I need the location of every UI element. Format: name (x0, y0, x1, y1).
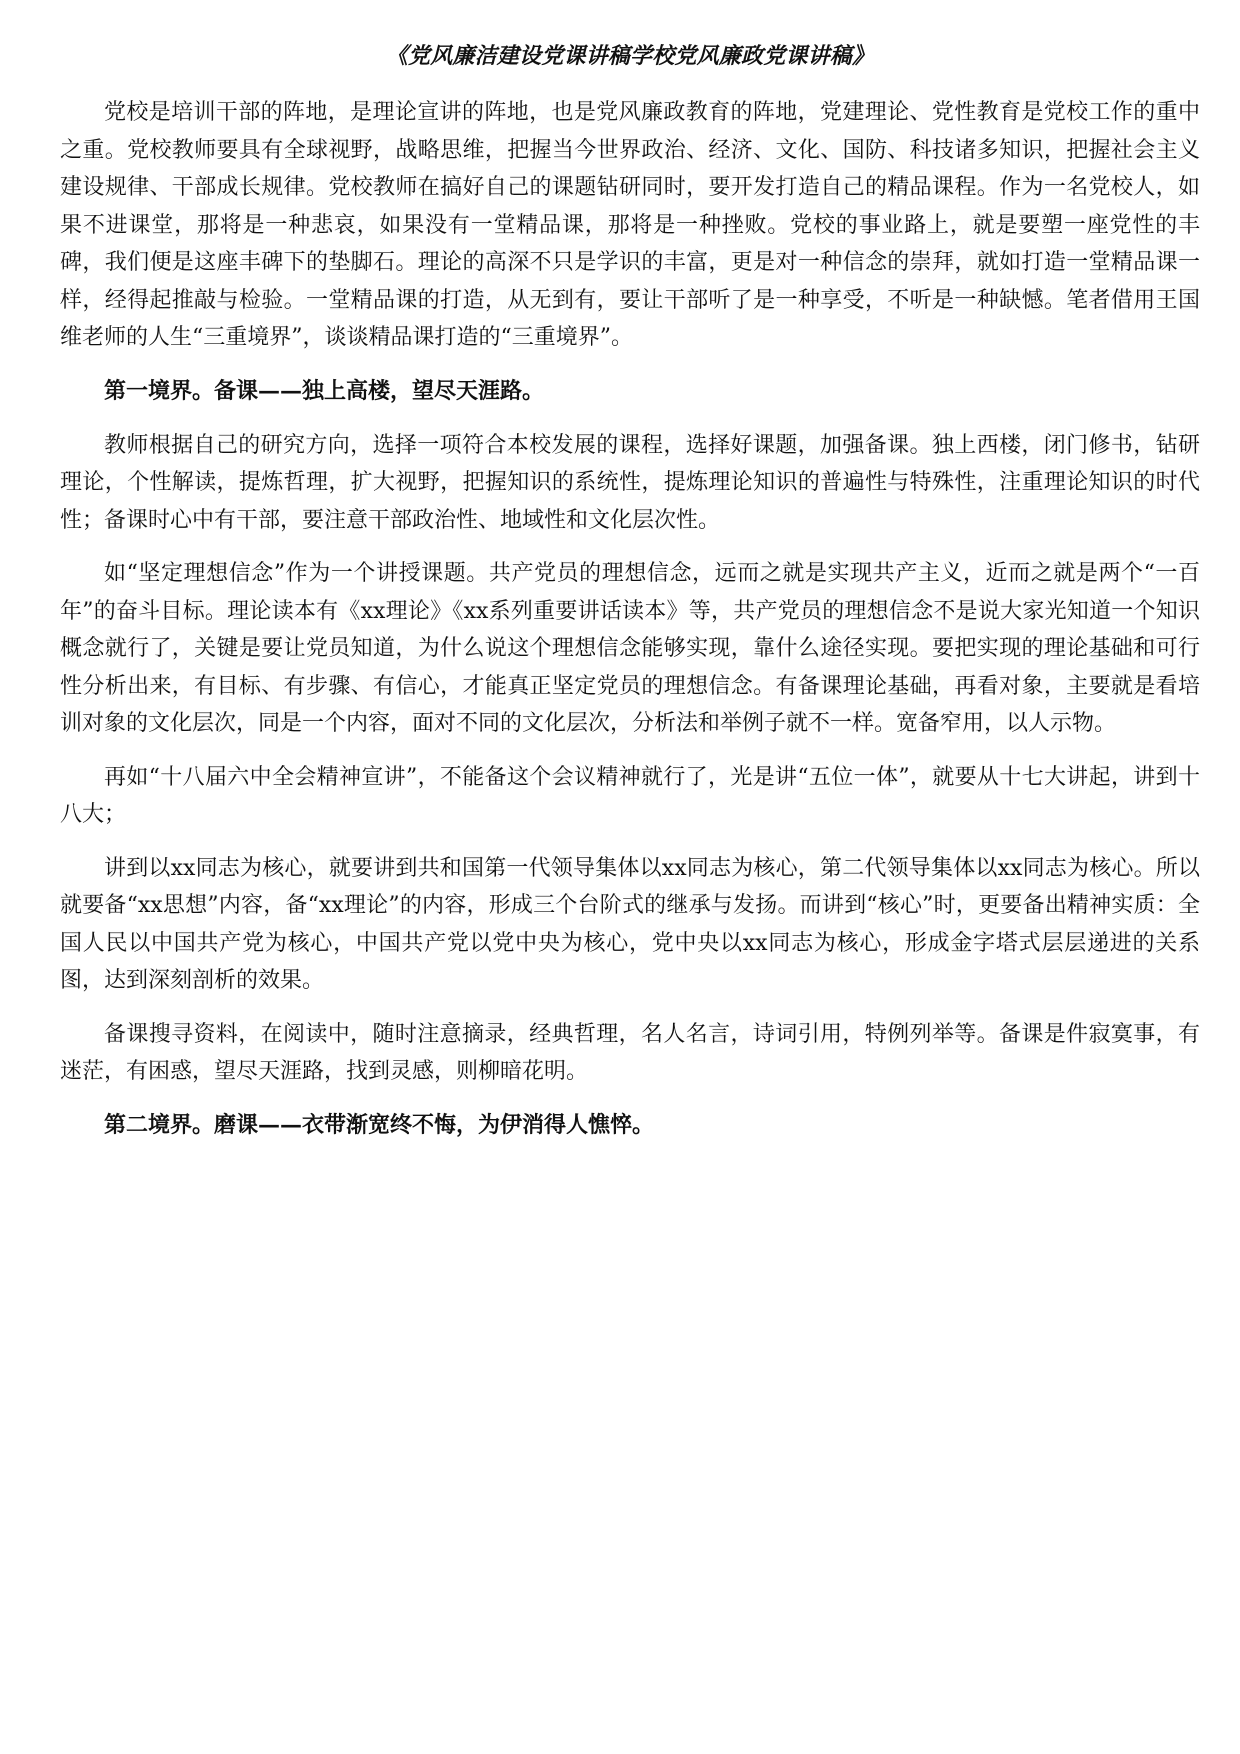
document-title: 《党风廉洁建设党课讲稿学校党风廉政党课讲稿》 (385, 43, 875, 69)
paragraph-intro: 党校是培训干部的阵地，是理论宣讲的阵地，也是党风廉政教育的阵地，党建理论、党性教育是党校工作的重中之重。党校教师要具有全球视野，战略思维，把握当今世界政治、经济、文化、国防、科技诸多知识，把握社会主义建设规律、干部成长规律。党校教师在搞好自己的课题钻研同时，要开发打造自己的精品课程。作为一名党校人，如果不进课堂，那将是一种悲哀，如果没有一堂精品课，那将是一种挫败。党校的事业路上，就是要塑一座党性的丰碑，我们便是这座丰碑下的垫脚石。理论的高深不只是学识的丰富，更是对一种信念的崇拜，就如打造一堂精品课一样，经得起推敲与检验。一堂精品课的打造，从无到有，要让干部听了是一种享受，不听是一种缺憾。笔者借用王国维老师的人生“三重境界”，谈谈精品课打造的“三重境界”。 (60, 100, 1200, 350)
paragraph-material-search: 备课搜寻资料，在阅读中，随时注意摘录，经典哲理，名人名言，诗词引用，特例列举等。备课是件寂寞事，有迷茫，有困惑，望尽天涯路，找到灵感，则柳暗花明。 (60, 1021, 1200, 1084)
document-body (60, 36, 1200, 1161)
section-heading-second-realm: 第二境界。磨课——衣带渐宽终不悔，为伊消得人憔悴。 (104, 1111, 655, 1138)
section-heading-first-realm: 第一境界。备课——独上高楼，望尽天涯路。 (104, 377, 545, 404)
paragraph-lesson-preparation: 教师根据自己的研究方向，选择一项符合本校发展的课程，选择好课题，加强备课。独上西楼，闭门修书，钻研理论，个性解读，提炼哲理，扩大视野，把握知识的系统性，提炼理论知识的普遍性与特殊性，注重理论知识的时代性；备课时心中有干部，要注意干部政治性、地域性和文化层次性。 (60, 432, 1200, 533)
paragraph-plenary-example: 再如“十八届六中全会精神宣讲”，不能备这个会议精神就行了，光是讲“五位一体”，就要从十七大讲起，讲到十八大； (60, 764, 1200, 827)
paragraph-core-example: 讲到以xx同志为核心，就要讲到共和国第一代领导集体以xx同志为核心，第二代领导集体以xx同志为核心。所以就要备“xx思想”内容，备“xx理论”的内容，形成三个台阶式的继承与发扬。而讲到“核心”时，更要备出精神实质：全国人民以中国共产党为核心，中国共产党以党中央为核心，党中央以xx同志为核心，形成金字塔式层层递进的关系图，达到深刻剖析的效果。 (60, 855, 1200, 993)
paragraph-ideals-example: 如“坚定理想信念”作为一个讲授课题。共产党员的理想信念，远而之就是实现共产主义，近而之就是两个“一百年”的奋斗目标。理论读本有《xx理论》《xx系列重要讲话读本》等，共产党员的理想信念不是说大家光知道一个知识概念就行了，关键是要让党员知道，为什么说这个理想信念能够实现，靠什么途径实现。要把实现的理论基础和可行性分析出来，有目标、有步骤、有信心，才能真正坚定党员的理想信念。有备课理论基础，再看对象，主要就是看培训对象的文化层次，同是一个内容，面对不同的文化层次，分析法和举例子就不一样。宽备窄用，以人示物。 (60, 561, 1200, 736)
